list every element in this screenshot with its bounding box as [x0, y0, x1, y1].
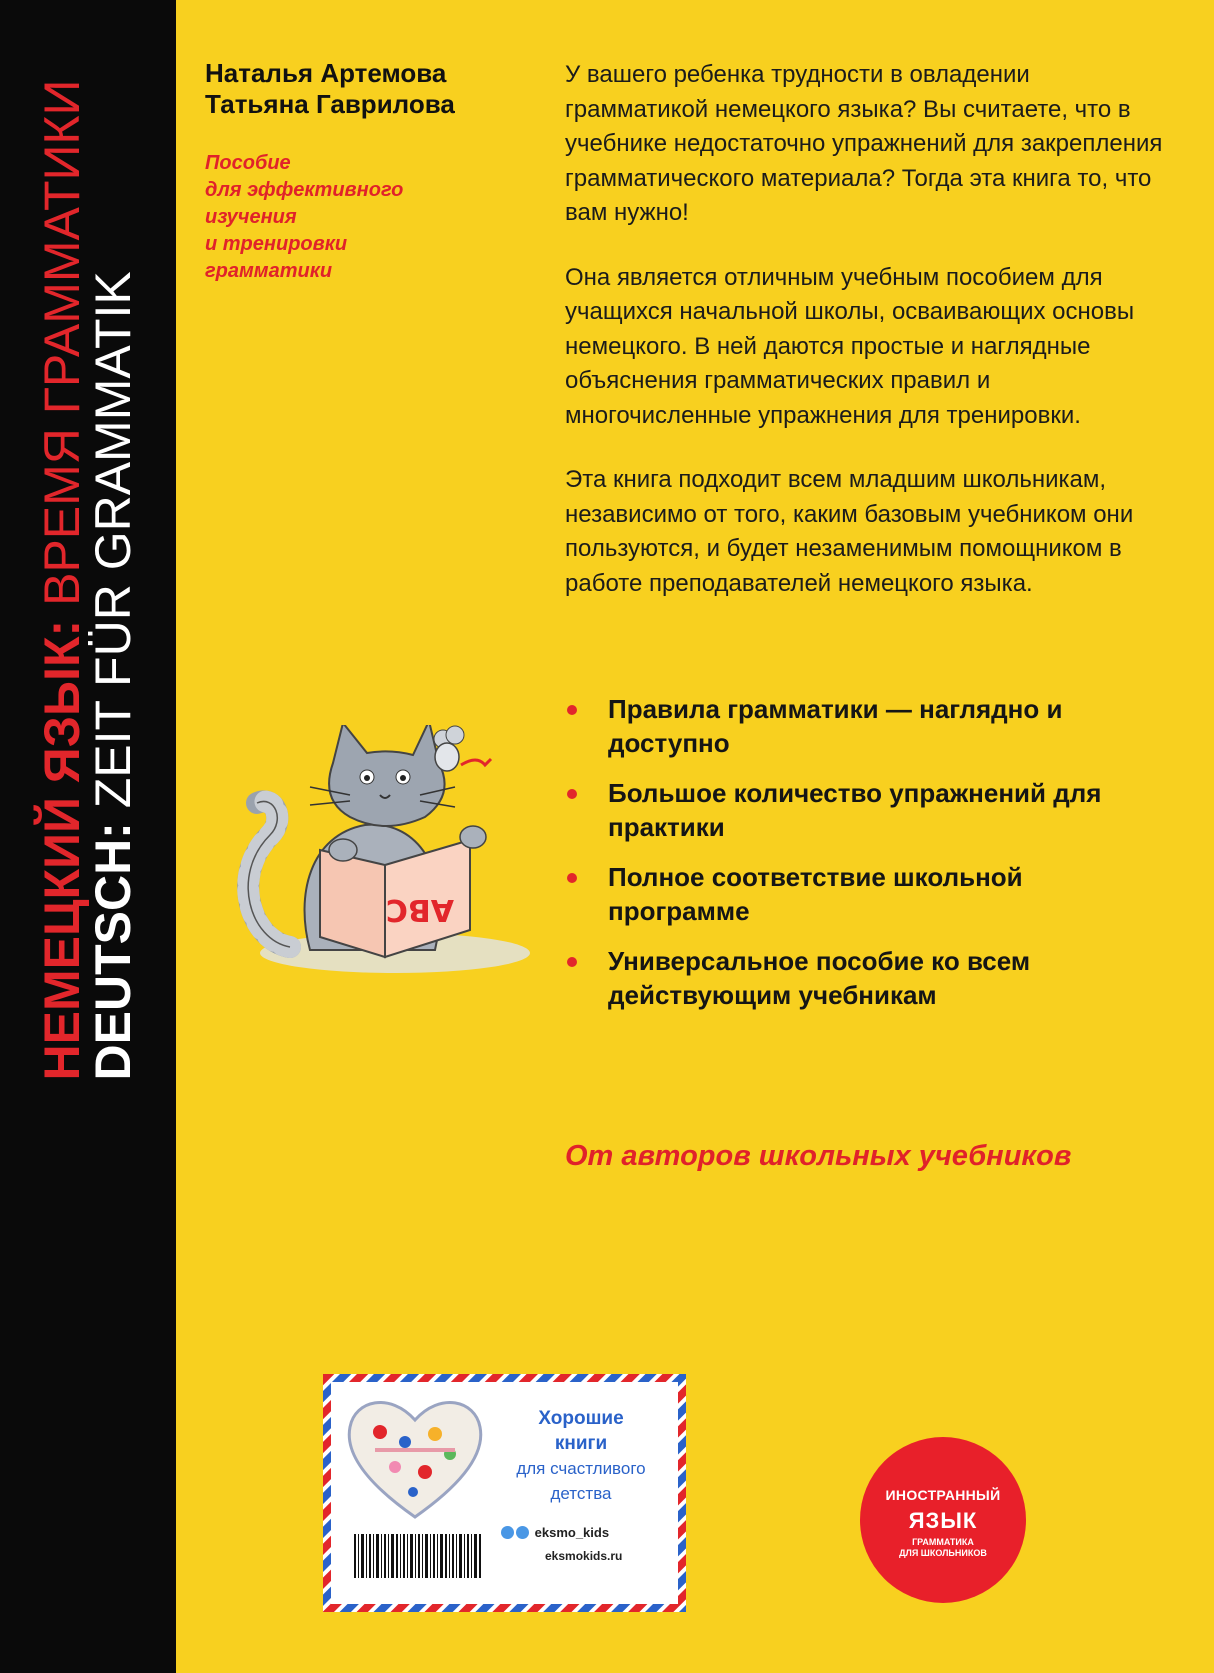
author-name: Наталья Артемова — [205, 58, 447, 88]
authors — [205, 58, 455, 120]
badge-line: ИНОСТРАННЫЙ — [885, 1487, 1001, 1503]
description-paragraph: У вашего ребенка трудности в овладении грамматикой немецкого языка? Вы считаете, что в учебнике недостаточно упражнений для закрепления грамматического материала? Тогда эта книга то, что вам нужно! — [565, 61, 1163, 226]
feature-text: Правила грамматики — наглядно и доступно — [608, 694, 1063, 758]
stamp-social-handle: eksmo_kids — [534, 1525, 610, 1540]
subtitle-line: грамматики — [205, 260, 333, 282]
stamp-title — [486, 1406, 676, 1506]
spine-title-german-light: ZEIT FÜR GRAMMATIK — [85, 271, 141, 809]
description-paragraph: Она является отличным учебным пособием для учащихся начальной школы, осваивающих основы немецкого. В ней даются простые и наглядные объяснения грамматических правил и многочисленные упражнения для тренировки. — [565, 263, 1135, 429]
badge-subtitle-line: ДЛЯ ШКОЛЬНИКОВ — [899, 1548, 987, 1558]
social-network-icon — [501, 1526, 514, 1539]
badge-subtitle-line: ГРАММАТИКА — [912, 1537, 974, 1547]
feature-text: Полное соответствие школьной программе — [608, 862, 1023, 926]
spine — [0, 0, 176, 1673]
spine-title-russian-light: ВРЕМЯ ГРАММАТИКИ — [34, 79, 90, 606]
heart-collage-icon — [345, 1392, 485, 1522]
spine-title-german — [85, 80, 141, 1081]
feature-list — [565, 692, 1165, 1028]
bullet-dot-icon — [567, 789, 577, 799]
book-subtitle — [205, 150, 505, 285]
description-paragraph: Эта книга подходит всем младшим школьникам, независимо от того, каким базовым учебником они пользуются, и будет незаменимым помощником в работе преподавателей немецкого языка. — [565, 466, 1134, 597]
author-name: Татьяна Гаврилова — [205, 89, 455, 119]
authors-note: От авторов школьных учебников — [565, 1140, 1072, 1172]
spine-title-russian-bold: НЕМЕЦКИЙ ЯЗЫК: — [34, 619, 90, 1081]
subtitle-line: для эффективного — [205, 179, 404, 201]
spine-title-russian — [34, 79, 90, 1081]
stamp-site: eksmokids.ru — [545, 1549, 623, 1563]
feature-item — [565, 692, 1165, 760]
svg-text:ABC: ABC — [385, 892, 454, 927]
subtitle-line: и тренировки — [205, 233, 348, 255]
subtitle-line: изучения — [205, 206, 297, 228]
stamp-social — [501, 1525, 609, 1540]
description — [565, 58, 1170, 631]
bullet-dot-icon — [567, 957, 577, 967]
spine-title-german-bold: DEUTSCH: — [85, 822, 141, 1081]
feature-text: Универсальное пособие ко всем действующим учебникам — [608, 946, 1031, 1010]
bullet-dot-icon — [567, 705, 577, 715]
subtitle-line: Пособие — [205, 152, 291, 174]
spine-title — [34, 79, 141, 1081]
stamp-title-line: Хорошие — [538, 1408, 624, 1429]
stamp-title-line: для счастливого — [516, 1459, 646, 1478]
stamp-title-line: детства — [550, 1484, 612, 1503]
bullet-dot-icon — [567, 873, 577, 883]
stamp-title-line: книги — [554, 1433, 608, 1454]
series-badge — [860, 1437, 1026, 1603]
feature-item — [565, 776, 1165, 844]
barcode — [351, 1526, 486, 1586]
feature-text: Большое количество упражнений для практики — [608, 778, 1102, 842]
publisher-stamp — [323, 1374, 686, 1612]
social-network-icon — [516, 1526, 529, 1539]
feature-item — [565, 860, 1165, 928]
badge-subtitle — [860, 1537, 1026, 1559]
badge-title: ЯЗЫК — [908, 1508, 978, 1533]
feature-item — [565, 944, 1165, 1012]
cat-reading-illustration — [215, 725, 535, 980]
